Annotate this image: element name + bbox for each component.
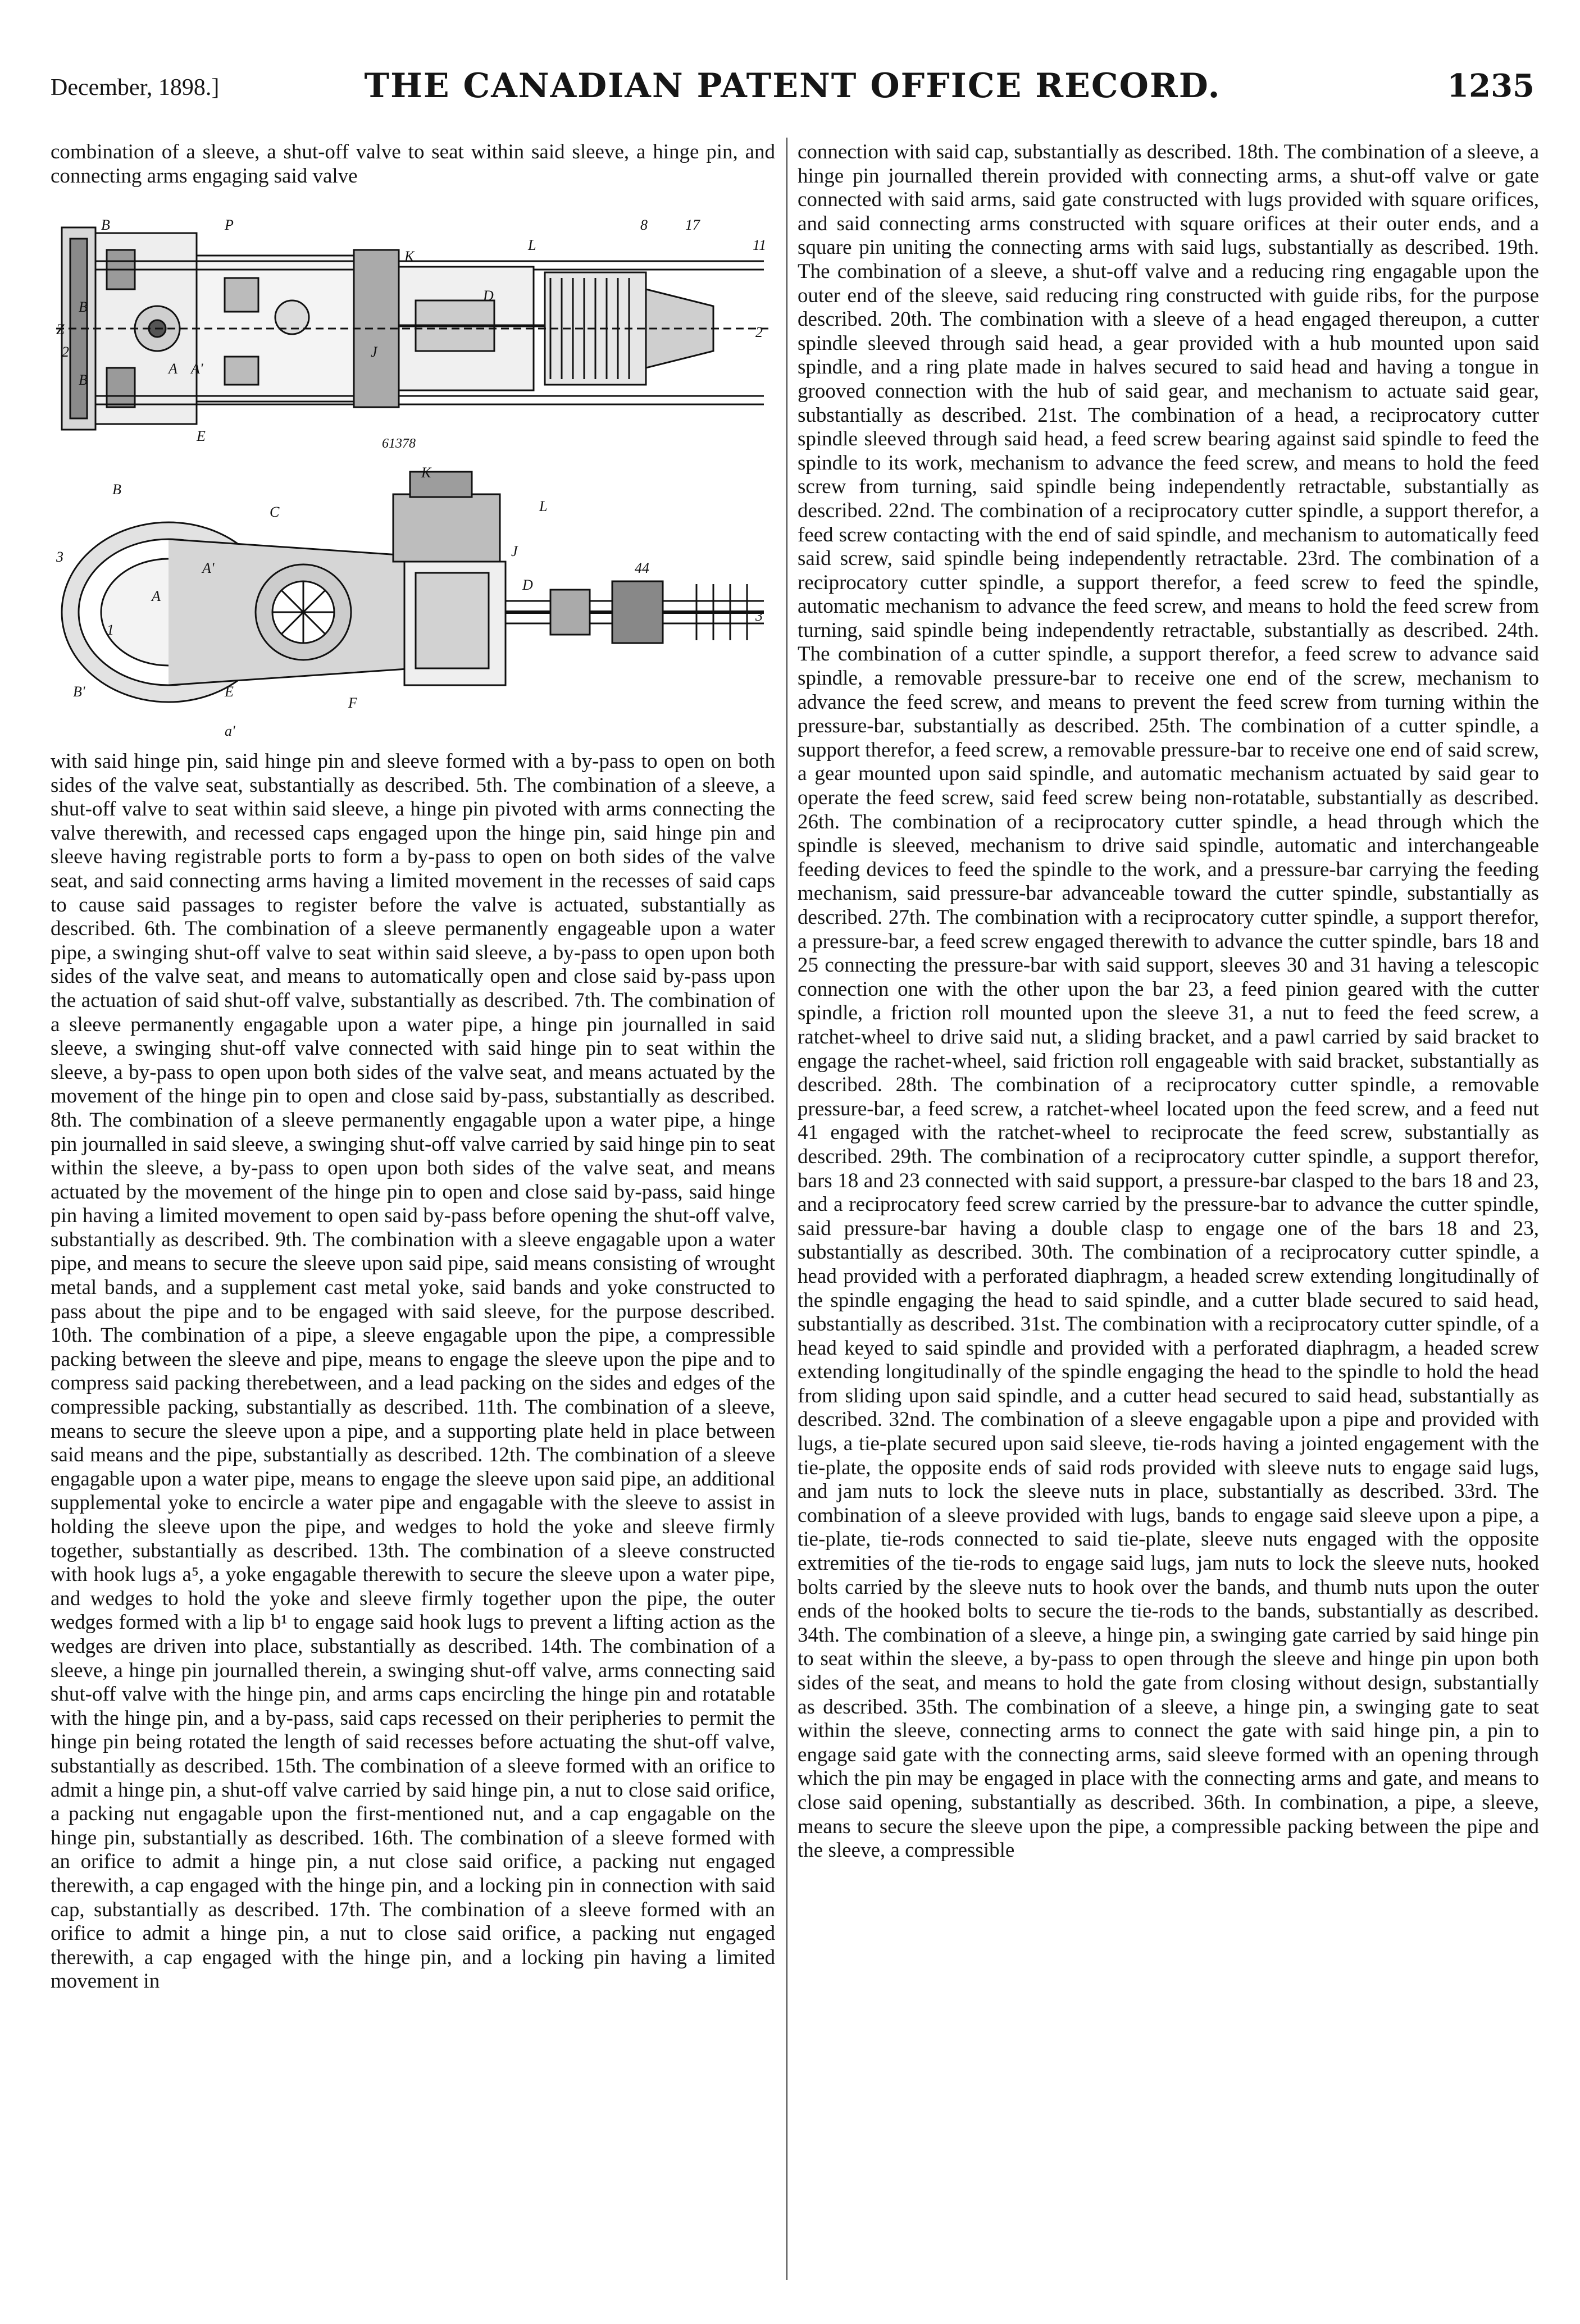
figure-number: 61378: [382, 436, 416, 451]
fig2-label: 3: [56, 549, 63, 565]
fig2-label: K: [421, 464, 431, 481]
column-divider: [786, 138, 787, 2280]
fig2-label: C: [270, 504, 280, 520]
page-header: [51, 66, 1535, 117]
fig2-label: D: [522, 577, 533, 593]
fig2-label: L: [539, 498, 548, 514]
right-column-text: [798, 140, 1539, 2283]
patent-drawing-section-view: [56, 461, 769, 741]
fig1-label: E: [197, 428, 206, 444]
fig1-label: 17: [685, 217, 700, 233]
fig2-label: 1: [107, 622, 114, 638]
header-date: December, 1898.]: [51, 75, 220, 101]
fig1-label: Z: [56, 321, 65, 338]
fig1-label: L: [528, 237, 536, 253]
fig1-label: B: [79, 372, 88, 388]
fig1-label: K: [404, 248, 415, 265]
patent-drawing-side-view: [56, 216, 769, 452]
fig1-label: B: [101, 217, 110, 233]
fig2-label: J: [511, 543, 518, 559]
fig1-label: A': [191, 361, 203, 377]
fig1-label: 2: [755, 324, 763, 340]
fig1-label: P: [225, 217, 234, 233]
left-column-bottom-text: [51, 750, 775, 2283]
left-column-top-text: [51, 140, 775, 213]
fig2-label: E: [225, 683, 234, 700]
fig2-label: A: [152, 588, 161, 604]
fig2-label: 44: [635, 560, 649, 576]
fig2-label: 3: [755, 608, 763, 624]
fig2-label: B': [73, 683, 85, 700]
fig2-label: a': [225, 723, 235, 739]
fig1-label: A: [169, 361, 177, 377]
paragraph: connection with said cap, substantially as described. 18th. The combination of a sleeve, a hinge pin journalled therein provided with connecting arms, a shut-off valve or gate connected with said arms, said gate constructed with lugs provided with square orifices, and said connecting arms constructed with square orifices at their outer ends, and a square pin uniting the connecting arms with said lugs, substantially as described. 19th. The combination of a sleeve, a shut-off valve and a reducing ring engagable upon the outer end of the sleeve, said reducing ring constructed with guide ribs, for the purpose described. 20th. The combination with a sleeve of a head engaged thereupon, a cutter spindle sleeved through said head, a gear provided with a hub mounted upon said spindle, and a ring plate made in halves secured to said head and having a tongue in grooved connection with the hub of said gear, and mechanism to actuate said gear, substantially as described. 21st. The combination of a head, a reciprocatory cutter spindle sleeved through said head, a feed screw bearing against said spindle to feed the spindle to its work, mechanism to advance the feed screw, and means to hold the feed screw from turning, said spindle being independently retractable, substantially as described. 22nd. The combination of a reciprocatory cutter spindle, a support therefor, a feed screw contacting with the end of said spindle, and mechanism to automatically feed said screw, said spindle being independently retractable. 23rd. The combination of a reciprocatory cutter spindle, a support therefor, a feed screw to feed the spindle, automatic mechanism to advance the feed screw, and means to hold the feed screw from turning, said spindle being independently retractable, substantially as described. 24th. The combination of a cutter spindle, a support therefor, a feed screw to advance said spindle, a removable pressure-bar to receive one end of the screw, mechanism to advance the feed screw, and means to prevent the feed screw from turning within the pressure-bar, substantially as described. 25th. The combination of a cutter spindle, a support therefor, a feed screw, a removable pressure-bar to receive one end of said screw, a gear mounted upon said spindle, and automatic mechanism actuated by said gear to operate the feed screw, said feed screw being non-rotatable, substantially as described. 26th. The combination of a reciprocatory cutter spindle, a head through which the spindle is sleeved, mechanism to drive said spindle, automatic and interchangeable feeding devices to feed the spindle to the work, and a pressure-bar carrying the feeding mechanism, said pressure-bar advanceable toward the cutter spindle, substantially as described. 27th. The combination with a reciprocatory cutter spindle, a support therefor, a pressure-bar, a feed screw engaged therewith to advance the cutter spindle, bars 18 and 25 connecting the pressure-bar with said support, sleeves 30 and 31 having a telescopic connection one with the other upon the bar 23, a feed pinion geared with the cutter spindle, a friction roll mounted upon the sleeve 31, a nut to feed the feed screw, a ratchet-wheel to drive said nut, a sliding bracket, and a pawl carried by said bracket to engage the rachet-wheel, said friction roll engageable with said bracket, substantially as described. 28th. The combination of a reciprocatory cutter spindle, a removable pressure-bar, a feed screw, a ratchet-wheel located upon the feed screw, and a feed nut 41 engaged with the ratchet-wheel to reciprocate the feed screw, substantially as described. 29th. The combination of a reciprocatory cutter spindle, a support therefor, bars 18 and 23 connected with said support, a pressure-bar clasped to the bars 18 and 23, and a reciprocatory feed screw carried by the pressure-bar to advance the cutter spindle, said pressure-bar having a double clasp to engage one of the bars 18 and 23, substantially as described. 30th. The combination of a reciprocatory cutter spindle, a head provided with a perforated diaphragm, a headed screw extending longitudinally of the spindle engaging the head to said spindle, and a cutter blade secured to said head, substantially as described. 31st. The combination with a reciprocatory cutter spindle, of a head keyed to said spindle and provided with a perforated diaphragm, a headed screw extending longitudinally of the spindle engaging the head to the spindle to hold the head from sliding upon said spindle, and a cutter head secured to said head, substantially as described. 32nd. The combination of a sleeve engagable upon a pipe and provided with lugs, a tie-plate secured upon said sleeve, tie-rods having a jointed engagement with the tie-plate, the opposite ends of said rods provided with sleeve nuts to engage said lugs, and jam nuts to lock the sleeve nuts in place, substantially as described. 33rd. The combination of a sleeve provided with lugs, bands to engage said sleeve upon a pipe, a tie-plate, tie-rods connected to said tie-plate, sleeve nuts engaged with the opposite extremities of the tie-rods to engage said lugs, jam nuts to lock the sleeve nuts, hooked bolts carried by the sleeve nuts to hook over the bands, and thumb nuts upon the outer ends of the hooked bolts to secure the tie-rods to the bands, substantially as described. 34th. The combination of a sleeve, a hinge pin, a swinging gate carried by said hinge pin to seat within the sleeve, a by-pass to open through the sleeve and hinge pin upon both sides of the seat, and means to hold the gate from closing without design, substantially as described. 35th. The combination of a sleeve, a hinge pin, a swinging gate to seat within the sleeve, connecting arms to connect the gate with said hinge pin, a pin to engage said gate with the connecting arms, said sleeve formed with an opening through which the pin may be engaged in place with the connecting arms and gate, and means to close said opening, substantially as described. 36th. In combination, a pipe, a sleeve, means to secure the sleeve upon the pipe, a compressible packing between the pipe and the sleeve, a compressible: [798, 140, 1539, 1862]
header-title: THE CANADIAN PATENT OFFICE RECORD.: [364, 66, 1221, 106]
fig1-label: J: [371, 344, 377, 360]
section-view-illustration: [56, 461, 769, 741]
paragraph: combination of a sleeve, a shut-off valve to seat within said sleeve, a hinge pin, and connecting arms engaging said valve: [51, 140, 775, 188]
fig1-label: 2: [62, 344, 69, 360]
page-number: 1235: [1447, 67, 1535, 104]
paragraph: with said hinge pin, said hinge pin and sleeve formed with a by-pass to open on both sides of the valve seat, substantially as described. 5th. The combination of a sleeve, a shut-off valve to seat within said sleeve, a hinge pin pivoted with arms connecting the valve therewith, and recessed caps engaged upon the hinge pin, said hinge pin and sleeve having registrable ports to form a by-pass to open on both sides of the valve seat, and said connecting arms having a limited movement in the recesses of said caps to cause said passages to register before the valve is actuated, substantially as described. 6th. The combination of a sleeve permanently engageable upon a water pipe, a swinging shut-off valve to seat within said sleeve, a by-pass to open upon both sides of the valve seat, and means to automatically open and close said by-pass upon the actuation of said shut-off valve, substantially as described. 7th. The combination of a sleeve permanently engagable upon a water pipe, a hinge pin journalled in said sleeve, a swinging shut-off valve connected with said hinge pin to seat within the sleeve, a by-pass to open upon both sides of the valve seat, and means actuated by the movement of the hinge pin to open and close said by-pass, substantially as described. 8th. The combination of a sleeve permanently engagable upon a water pipe, a hinge pin journalled in said sleeve, a swinging shut-off valve carried by said hinge pin to seat within the sleeve, a by-pass to open upon both sides of the valve seat, and means actuated by the movement of the hinge pin to open and close said by-pass, said hinge pin having a limited movement to open said by-pass before opening the shut-off valve, substantially as described. 9th. The combination with a sleeve engagable upon a water pipe, and means to secure the sleeve upon said pipe, said means consisting of wrought metal bands, and a supplement cast metal yoke, said bands and yoke constructed to pass about the pipe and to be engaged with said sleeve, for the purpose described. 10th. The combination of a pipe, a sleeve engagable upon the pipe, a compressible packing between the sleeve and pipe, means to engage the sleeve upon the pipe and to compress said packing therebetween, and a lead packing on the sides and edges of the compressible packing, substantially as described. 11th. The combination of a sleeve, means to secure the sleeve upon a pipe, and a supporting plate held in place between said means and the pipe, substantially as described. 12th. The combination of a sleeve engagable upon a water pipe, means to engage the sleeve upon said pipe, an additional supplemental yoke to encircle a water pipe and engagable with the sleeve to assist in holding the sleeve upon the pipe, and wedges to hold the yoke and sleeve firmly together, substantially as described. 13th. The combination of a sleeve constructed with hook lugs a⁵, a yoke engagable therewith to secure the sleeve upon a water pipe, and wedges to hold the yoke and sleeve firmly together upon the pipe, the outer wedges formed with a lip b¹ to engage said hook lugs to prevent a lifting action as the wedges are driven into place, substantially as described. 14th. The combination of a sleeve, a hinge pin journalled therein, a swinging shut-off valve, arms connecting said shut-off valve with the hinge pin, and arms caps encircling the hinge pin and rotatable with the hinge pin, and a by-pass, said caps recessed on their peripheries to permit the hinge pin being rotated the length of said recesses before actuating the shut-off valve, substantially as described. 15th. The combination of a sleeve formed with an orifice to admit a hinge pin, a shut-off valve carried by said hinge pin, a nut to close said orifice, a packing nut engagable upon the first-mentioned nut, and a cap engagable on the hinge pin, substantially as described. 16th. The combination of a sleeve formed with an orifice to admit a hinge pin, a nut close said orifice, a packing nut engaged therewith, a cap engaged with the hinge pin, and a locking pin in connection with said cap, substantially as described. 17th. The combination of a sleeve formed with an orifice to admit a hinge pin, a nut to close said orifice, a packing nut engaged therewith, a cap engaged with the hinge pin, and a locking pin having a limited movement in: [51, 750, 775, 1993]
fig2-label: F: [348, 695, 357, 711]
side-view-illustration: [56, 216, 769, 452]
fig1-label: 8: [640, 217, 648, 233]
fig2-label: B: [112, 481, 121, 498]
fig2-label: A': [202, 560, 215, 576]
fig1-label: B: [79, 299, 88, 315]
fig1-label: 11: [753, 237, 767, 253]
fig1-label: D: [483, 288, 494, 304]
